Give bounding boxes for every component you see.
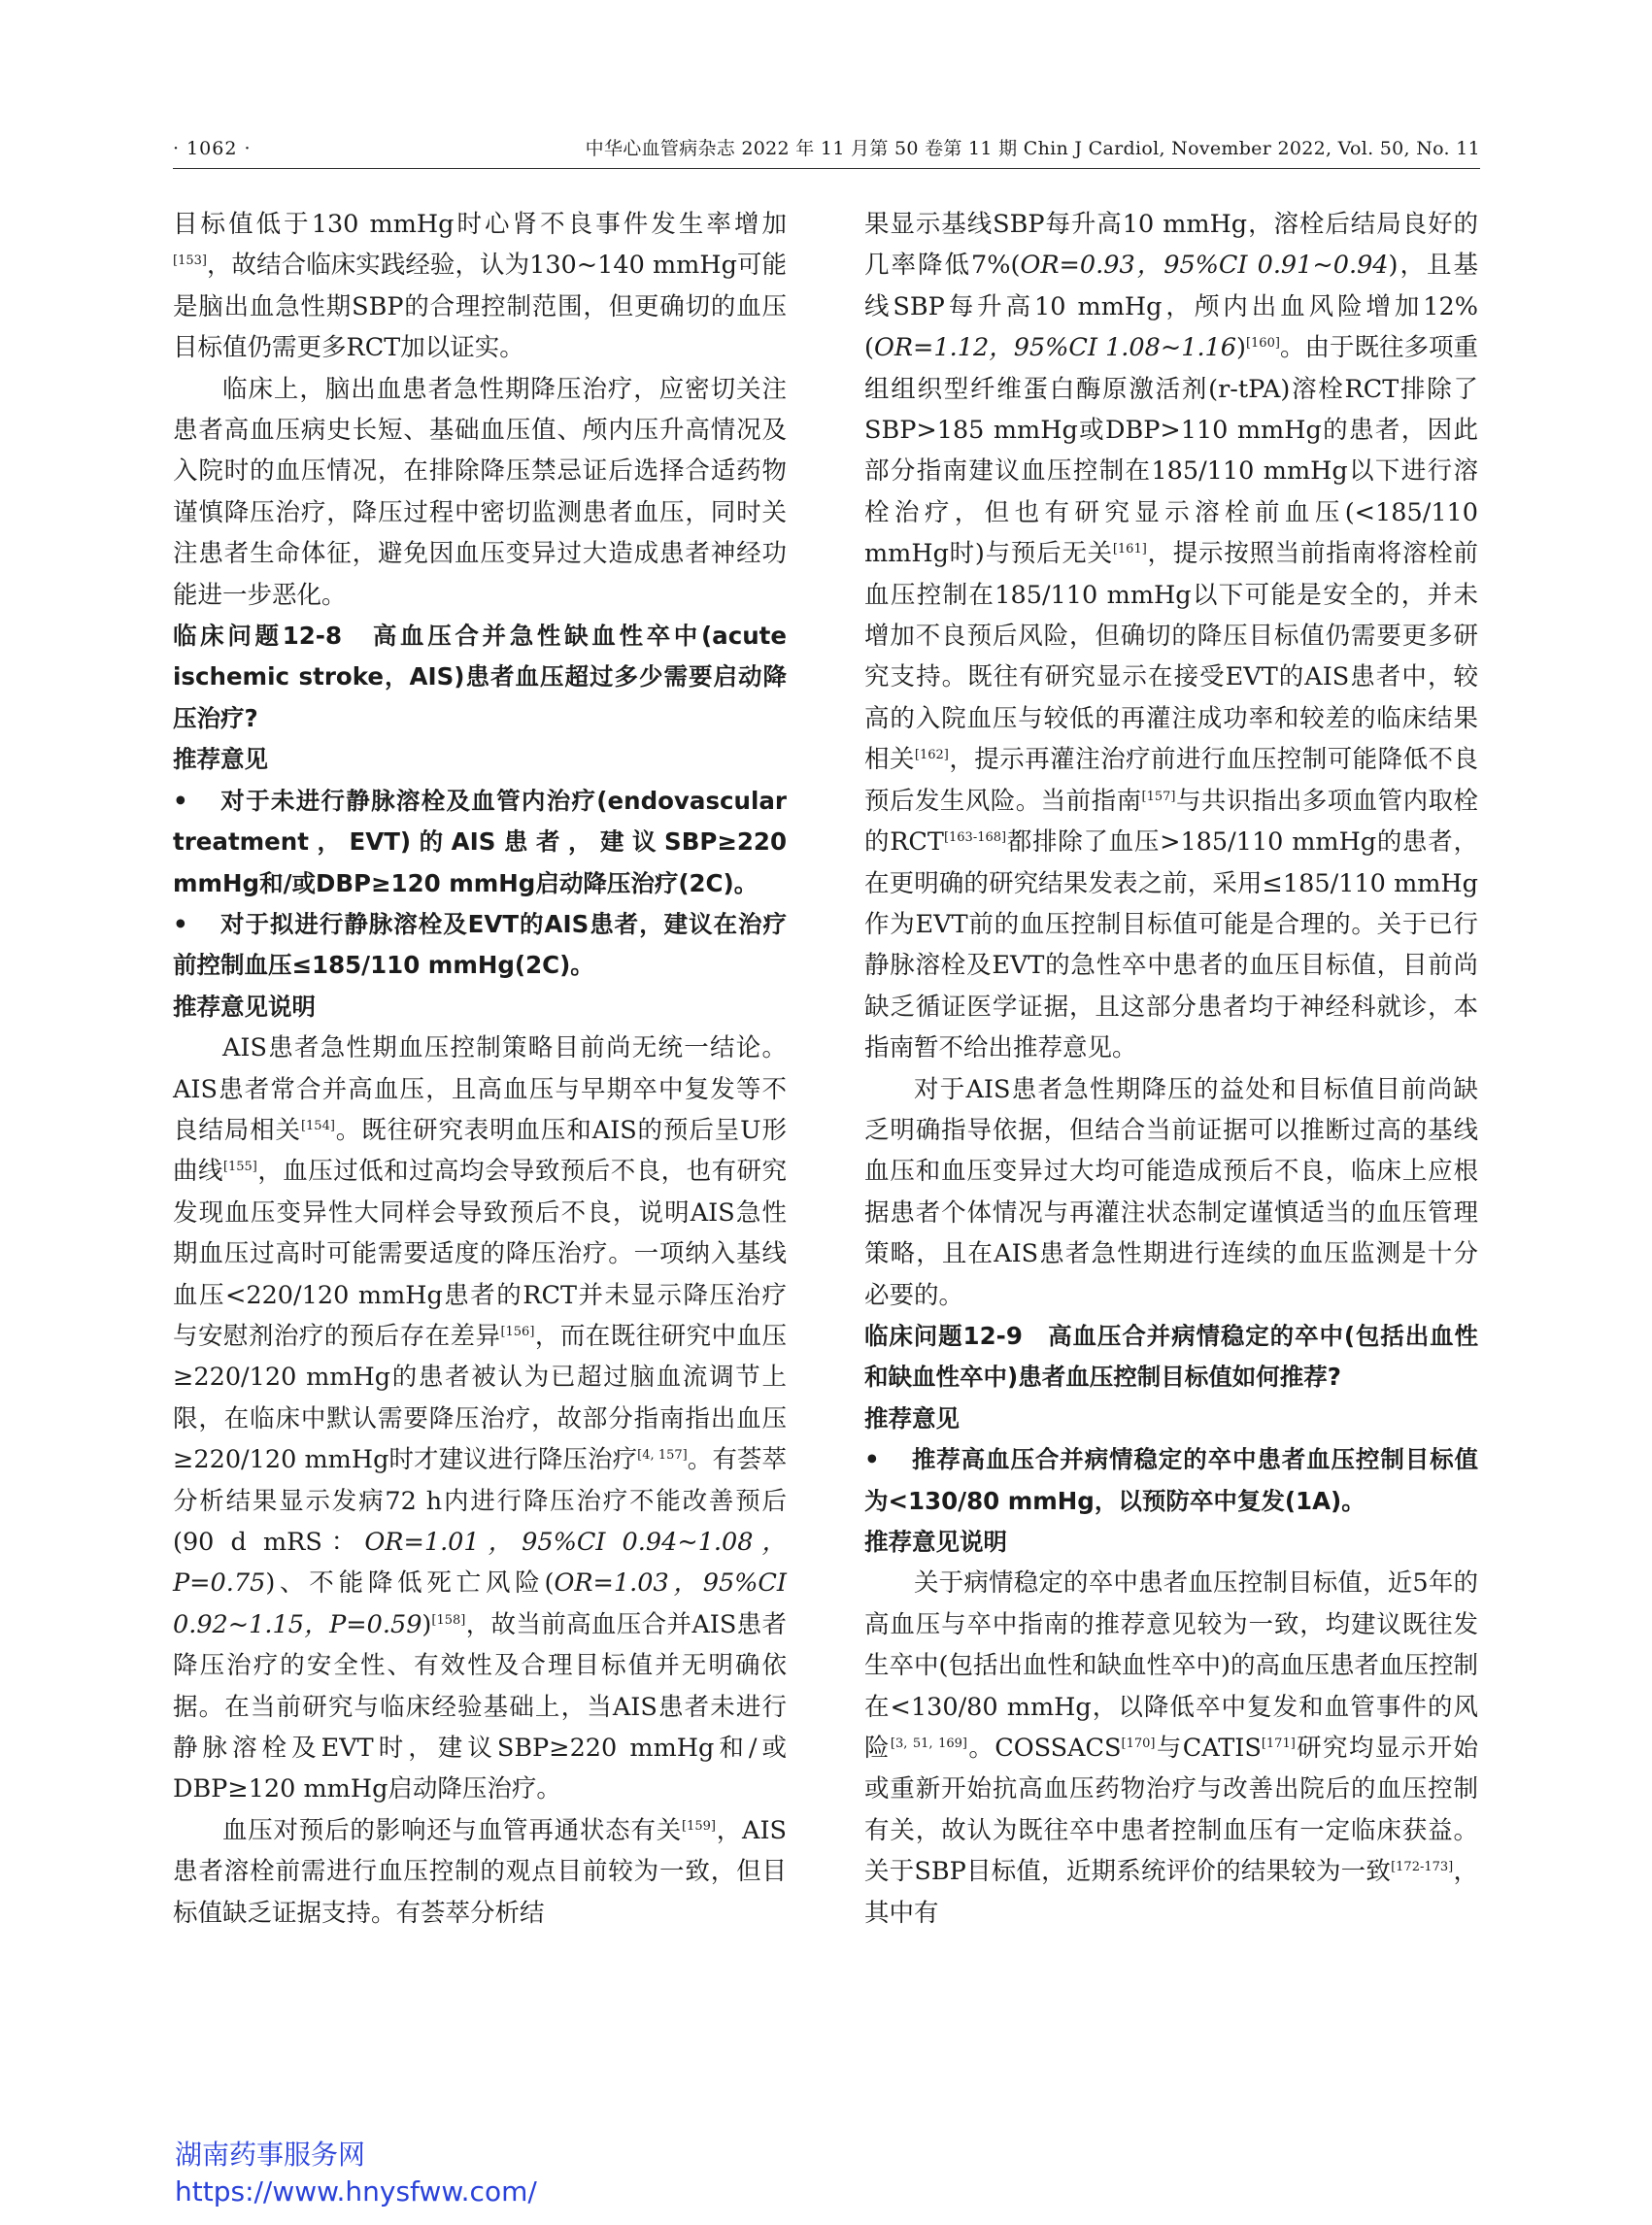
running-header <box>173 129 1480 169</box>
citation[interactable]: [156] <box>500 1324 535 1339</box>
citation[interactable]: [157] <box>1141 789 1176 804</box>
citation[interactable]: [171] <box>1261 1736 1296 1752</box>
left-column <box>173 204 787 1934</box>
citation[interactable]: [4, 157] <box>637 1448 688 1464</box>
citation[interactable]: [159] <box>682 1818 716 1834</box>
clinical-question-heading: 临床问题12-9 高血压合并病情稳定的卒中(包括出血性和缺血性卒中)患者血压控制目标值如何推荐? <box>864 1321 1478 1392</box>
paragraph: 血压对预后的影响还与血管再通状态有关[159]，AIS患者溶栓前需进行血压控制的观点目前较为一致，但目标值缺乏证据支持。有荟萃分析结 <box>173 1815 787 1928</box>
paragraph: 关于病情稳定的卒中患者血压控制目标值，近5年的高血压与卒中指南的推荐意见较为一致，均建议既往发生卒中(包括出血性和缺血性卒中)的高血压患者血压控制在<130/80 mmHg，以降低卒中复发和血管事件的风险[3, 51, 169]。COSSACS[170]与CATIS[171]研究均显示开始或重新开始抗高血压药物治疗与改善出院后的血压控制有关，故认为既往卒中患者控制血压有一定临床获益。关于SBP目标值，近期系统评价的结果较为一致[172-173]，其中有 <box>864 1568 1478 1928</box>
citation[interactable]: [155] <box>222 1160 257 1175</box>
recommendation-item: • 对于未进行静脉溶栓及血管内治疗(endovascular treatment，EVT)的AIS患者，建议SBP≥220 mmHg和/或DBP≥120 mmHg启动降压治疗(2C)。 <box>173 781 787 904</box>
citation[interactable]: [154] <box>300 1118 335 1133</box>
paragraph: AIS患者急性期血压控制策略目前尚无统一结论。AIS患者常合并高血压，且高血压与早期卒中复发等不良结局相关[154]。既往研究表明血压和AIS的预后呈U形曲线[155]，血压过低和过高均会导致预后不良，也有研究发现血压变异性大同样会导致预后不良，说明AIS急性期血压过高时可能需要适度的降压治疗。一项纳入基线血压<220/120 mmHg患者的RCT并未显示降压治疗与安慰剂治疗的预后存在差异[156]，而在既往研究中血压≥220/120 mmHg的患者被认为已超过脑血流调节上限，在临床中默认需要降压治疗，故部分指南指出血压≥220/120 mmHg时才建议进行降压治疗[4, 157]。有荟萃分析结果显示发病72 h内进行降压治疗不能改善预后(90 d mRS：OR=1.01，95%CI 0.94~1.08，P=0.75)、不能降低死亡风险(OR=1.03，95%CI 0.92~1.15，P=0.59)[158]，故当前高血压合并AIS患者降压治疗的安全性、有效性及合理目标值并无明确依据。在当前研究与临床经验基础上，当AIS患者未进行静脉溶栓及EVT时，建议SBP≥220 mmHg和/或DBP≥120 mmHg启动降压治疗。 <box>173 1033 787 1804</box>
recommendation-title: 推荐意见 <box>864 1403 960 1433</box>
recommendation-item: • 推荐高血压合并病情稳定的卒中患者血压控制目标值为<130/80 mmHg，以预防卒中复发(1A)。 <box>864 1439 1478 1522</box>
recommendation-note-title: 推荐意见说明 <box>864 1528 1007 1556</box>
citation[interactable]: [172-173] <box>1391 1860 1454 1875</box>
recommendation-item: • 对于拟进行静脉溶栓及EVT的AIS患者，建议在治疗前控制血压≤185/110 mmHg(2C)。 <box>173 904 787 987</box>
watermark-site-name: 湖南药事服务网 <box>175 2139 366 2171</box>
bullet-icon: • <box>864 1445 880 1474</box>
citation[interactable]: [158] <box>431 1612 466 1628</box>
citation[interactable]: [170] <box>1121 1736 1156 1752</box>
paragraph: 果显示基线SBP每升高10 mmHg，溶栓后结局良好的几率降低7%(OR=0.93，95%CI 0.91~0.94)，且基线SBP每升高10 mmHg，颅内出血风险增加12%(OR=1.12，95%CI 1.08~1.16)[160]。由于既往多项重组组织型纤维蛋白酶原激活剂(r-tPA)溶栓RCT排除了SBP>185 mmHg或DBP>110 mmHg的患者，因此部分指南建议血压控制在185/110 mmHg以下进行溶栓治疗，但也有研究显示溶栓前血压(<185/110 mmHg时)与预后无关[161]，提示按照当前指南将溶栓前血压控制在185/110 mmHg以下可能是安全的，并未增加不良预后风险，但确切的降压目标值仍需要更多研究支持。既往有研究显示在接受EVT的AIS患者中，较高的入院血压与较低的再灌注成功率和较差的临床结果相关[162]，提示再灌注治疗前进行血压控制可能降低不良预后发生风险。当前指南[157]与共识指出多项血管内取栓的RCT[163-168]都排除了血压>185/110 mmHg的患者，在更明确的研究结果发表之前，采用≤185/110 mmHg作为EVT前的血压控制目标值可能是合理的。关于已行静脉溶栓及EVT的急性卒中患者的血压目标值，目前尚缺乏循证医学证据，且这部分患者均于神经科就诊，本指南暂不给出推荐意见。 <box>864 210 1479 1063</box>
watermark-url-link[interactable]: https://www.hnysfww.com/ <box>175 2175 537 2208</box>
recommendation-note-title: 推荐意见说明 <box>173 992 316 1021</box>
citation[interactable]: [162] <box>914 748 949 763</box>
clinical-question-heading: 临床问题12-8 高血压合并急性缺血性卒中(acute ischemic stroke，AIS)患者血压超过多少需要启动降压治疗? <box>173 622 787 732</box>
paragraph: 临床上，脑出血患者急性期降压治疗，应密切关注患者高血压病史长短、基础血压值、颅内压升高情况及入院时的血压情况，在排除降压禁忌证后选择合适药物谨慎降压治疗，降压过程中密切监测患者血压，同时关注患者生命体征，避免因血压变异过大造成患者神经功能进一步恶化。 <box>173 374 787 610</box>
site-watermark <box>175 2137 537 2210</box>
page-number: · 1062 · <box>173 138 252 159</box>
recommendation-title: 推荐意见 <box>173 745 268 774</box>
journal-citation: 中华心血管病杂志 2022 年 11 月第 50 卷第 11 期 Chin J Cardiol, November 2022, Vol. 50, No. 11 <box>585 138 1480 159</box>
bullet-icon: • <box>173 786 188 815</box>
citation[interactable]: [163-168] <box>943 830 1007 846</box>
citation[interactable]: [153] <box>173 253 207 269</box>
citation[interactable]: [3, 51, 169] <box>890 1736 967 1752</box>
right-column <box>864 204 1478 1934</box>
paragraph: 目标值低于130 mmHg时心肾不良事件发生率增加[153]，故结合临床实践经验，认为130~140 mmHg可能是脑出血急性期SBP的合理控制范围，但更确切的血压目标值仍需更多RCT加以证实。 <box>173 210 787 363</box>
bullet-icon: • <box>173 909 188 938</box>
paragraph: 对于AIS患者急性期降压的益处和目标值目前尚缺乏明确指导依据，但结合当前证据可以推断过高的基线血压和血压变异过大均可能造成预后不良，临床上应根据患者个体情况与再灌注状态制定谨慎适当的血压管理策略，且在AIS患者急性期进行连续的血压监测是十分必要的。 <box>864 1074 1478 1310</box>
citation[interactable]: [161] <box>1112 542 1147 557</box>
citation[interactable]: [160] <box>1245 336 1280 352</box>
